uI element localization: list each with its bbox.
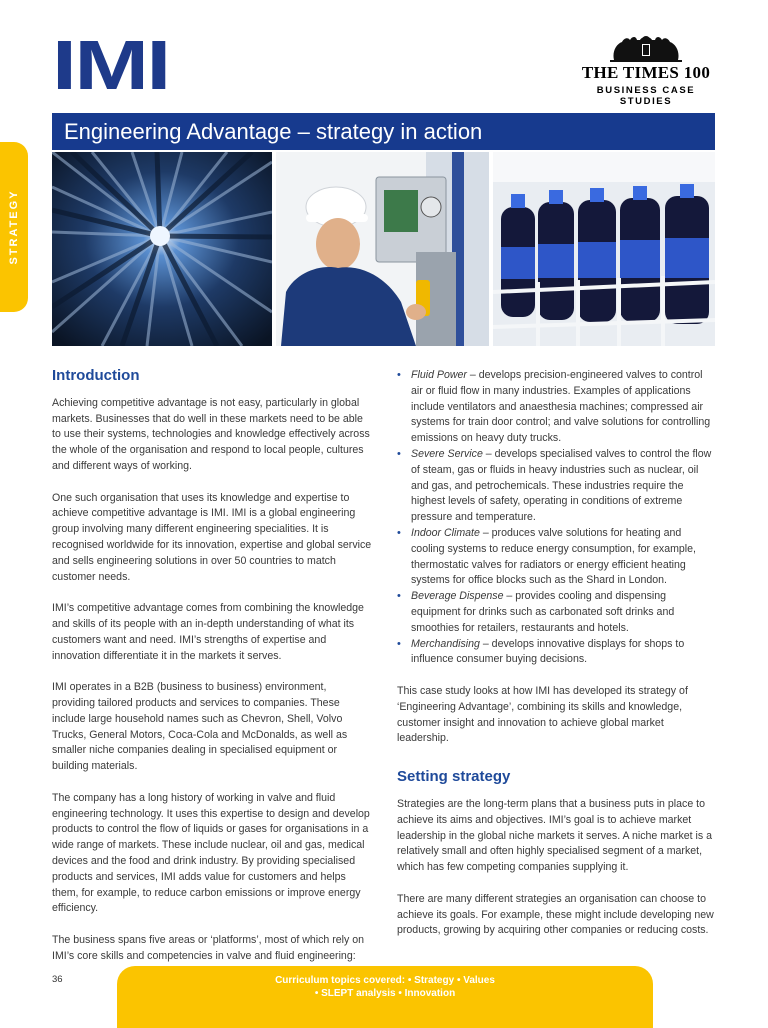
list-item-text: – develops precision-engineered valves to control air or fluid flow in many industries. Examples of applications include ventilators and anaesthesia machines; compressed air systems for train door control; and valve solutions for controlling emissions on heavy duty trucks. xyxy=(411,369,711,445)
list-item-term: Fluid Power xyxy=(411,369,467,381)
list-item-text: – provides cooling and dispensing equipment for drinks such as carbonated soft drinks and smoothies for retailers, restaurants and hotels. xyxy=(411,590,675,634)
paragraph: The business spans five areas or ‘platforms’, most of which rely on IMI’s core skills and competencies in valve and fluid engineering: xyxy=(52,933,365,962)
list-item-term: Beverage Dispense xyxy=(411,590,504,603)
page-title: Engineering Advantage – strategy in action xyxy=(52,113,715,150)
turbine-photo xyxy=(52,152,272,346)
paragraph: There are many different strategies an organisation can choose to achieve its goals. For example, these might include developing new products, growing by acquiring other companies or reducing costs. xyxy=(397,892,714,937)
list-item-text: – develops innovative displays for shops to influence consumer buying decisions. xyxy=(411,637,685,666)
times-100-subtitle: BUSINESS CASE STUDIES xyxy=(596,85,696,107)
paragraph: This case study looks at how IMI has developed its strategy of ‘Engineering Advantage’, combining its skills and knowledge, customer insight and innovation to achieve global market leadership. xyxy=(397,684,688,745)
right-column xyxy=(397,368,717,955)
engineer-photo xyxy=(276,152,489,346)
section-tab xyxy=(0,142,28,312)
curriculum-banner xyxy=(117,966,653,1028)
paragraph: IMI operates in a B2B (business to business) environment, providing tailored products and services to companies. These include large household names such as Chevron, Shell, Volvo Trucks, General Motors, Coca-Cola and McDonalds, as well as smaller niche companies dealing in specialised equipment or building materials. xyxy=(52,681,348,773)
list-item xyxy=(397,368,717,447)
list-item xyxy=(397,637,717,669)
curriculum-line: • SLEPT analysis • Innovation xyxy=(314,988,456,999)
list-item xyxy=(397,526,717,589)
list-item-text: – produces valve solutions for heating and cooling systems to reduce energy consumption, for example, thermostatic valves for radiators or energy efficient heating systems for office blocks such as the Shard in London. xyxy=(411,526,696,587)
list-item-term: Severe Service xyxy=(411,447,483,460)
list-item xyxy=(397,447,717,526)
introduction-heading: Introduction xyxy=(52,367,140,384)
times-100-logo xyxy=(572,34,720,107)
page-number: 36 xyxy=(52,974,63,985)
list-item-text: – develops specialised valves to control the flow of steam, gas or fluids in heavy industries such as nuclear, oil and gas, and petrochemicals. These industries require the highest levels of safety, operating in conditions of extreme pressure and temperature. xyxy=(411,447,712,524)
list-item xyxy=(397,589,717,636)
paragraph: Achieving competitive advantage is not easy, particularly in global markets. Businesses that do well in these markets need to be able to use their systems, technologies and knowledge effectively across the whole of the organisation and respond to local people, cultures and different ways of working. xyxy=(52,396,370,472)
curriculum-line: Curriculum topics covered: • Strategy • Values xyxy=(275,975,495,986)
setting-strategy-heading: Setting strategy xyxy=(397,768,511,786)
list-item-term: Merchandising xyxy=(411,637,480,650)
section-tab-label: STRATEGY xyxy=(8,189,20,265)
platform-list xyxy=(397,368,717,668)
coat-of-arms-icon xyxy=(606,34,686,62)
paragraph: One such organisation that uses its knowledge and expertise to achieve competitive advantage is IMI. IMI is a global engineering group involving many different engineering specialities. It is recognised worldwide for its innovation, expertise and global service and sells engineering solutions in over 50 countries to match customer needs. xyxy=(52,491,372,583)
left-column xyxy=(52,368,372,980)
list-item-term: Indoor Climate xyxy=(411,526,480,539)
bottles-photo xyxy=(493,152,715,346)
paragraph: IMI’s competitive advantage comes from combining the knowledge and skills of its people with an in-depth understanding of what its customers want and need. IMI’s strengths of expertise and innovation differentiate it in the markets it serves. xyxy=(52,602,364,662)
times-100-title: THE TIMES 100 xyxy=(581,63,711,82)
paragraph: Strategies are the long-term plans that a business puts in place to achieve its aims and objectives. IMI’s goal is to achieve market leadership in the global niche markets it serves. A niche market is a relatively small and often highly specialised segment of a market, which has few competing companies supplying it. xyxy=(397,797,713,874)
imi-logo: IMI xyxy=(52,26,169,104)
paragraph: The company has a long history of working in valve and fluid engineering technology. It uses this expertise to design and develop products to control the flow of liquids or gases for organisations in a wide range of markets. These include nuclear, oil and gas, medical devices and the food and drink industry. By providing specialised products and services, IMI adds value for customers and helps them, for example, to reduce carbon emissions or improve energy efficiency. xyxy=(52,791,370,915)
